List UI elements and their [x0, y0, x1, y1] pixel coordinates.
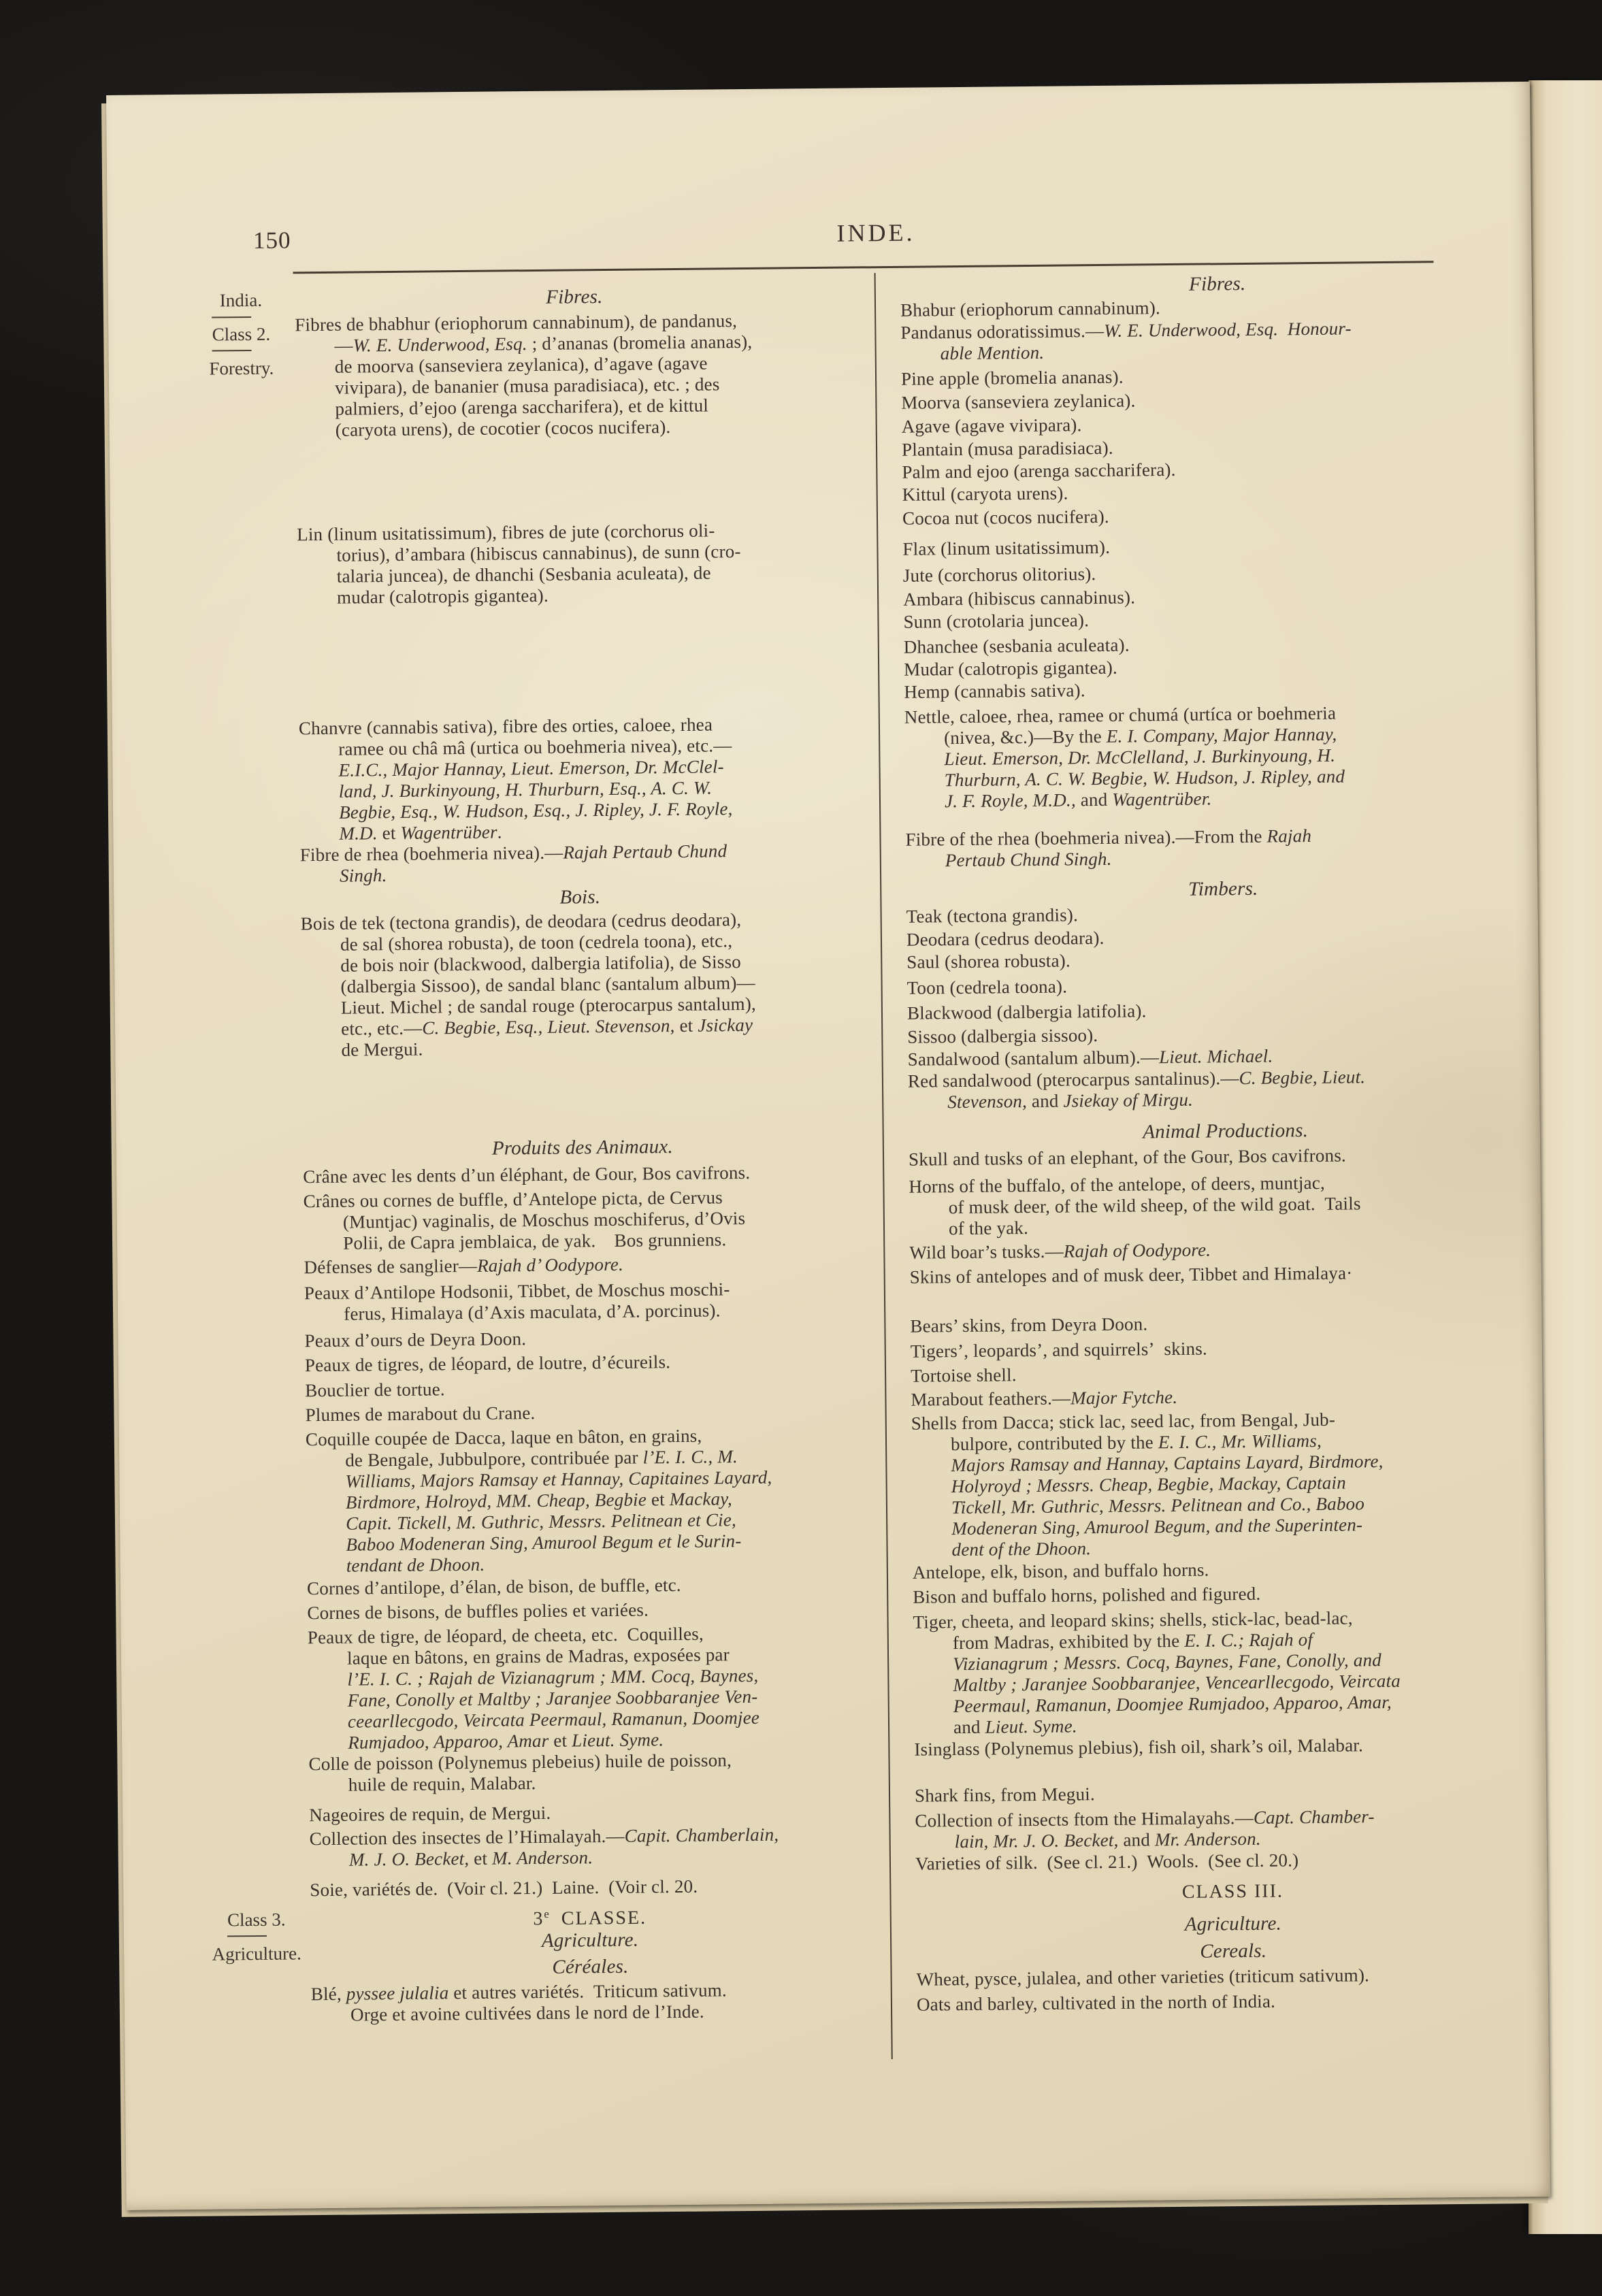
- sidenote: Agriculture.: [212, 1943, 301, 1965]
- paragraph: Bhabur (eriophorum cannabinum).: [900, 297, 1161, 321]
- section-heading: Céréales.: [552, 1955, 629, 1978]
- paragraph: Pine apple (bromelia ananas).: [900, 366, 1124, 389]
- paragraph: Isinglass (Polynemus plebius), fish oil, shark’s oil, Malabar.: [914, 1735, 1364, 1760]
- sidenote-rule: [212, 350, 252, 352]
- section-heading: 3e CLASSE.: [533, 1907, 647, 1930]
- sidenote: India.: [219, 289, 263, 311]
- paragraph: Oats and barley, cultivated in the north of India.: [916, 1990, 1276, 2015]
- paragraph: Antelope, elk, bison, and buffalo horns.: [912, 1559, 1209, 1583]
- book-page: [106, 82, 1550, 2210]
- section-heading: Agriculture.: [541, 1929, 639, 1952]
- paragraph: Kittul (caryota urens).: [902, 482, 1068, 505]
- paragraph: Dhanchee (sesbania aculeata).: [903, 634, 1130, 657]
- paragraph: Pandanus odoratissimus.—W. E. Underwood, Esq. Honour- able Mention.: [900, 318, 1352, 364]
- paragraph: Fibre of the rhea (boehmeria nivea).—From the Rajah Pertaub Chund Singh.: [905, 825, 1312, 871]
- paragraph: Tigers’, leopards’, and squirrels’ skins.: [910, 1338, 1208, 1362]
- sidenote: Forestry.: [209, 357, 274, 379]
- section-heading: Bois.: [559, 886, 601, 908]
- section-heading: Animal Productions.: [1143, 1119, 1309, 1143]
- section-heading: Fibres.: [1188, 272, 1246, 295]
- paragraph: Bois de tek (tectona grandis), de deodara (cedrus deodara), de sal (shorea robusta), de toon (cedrela toona), etc., de bois noir (blackwood, dalbergia latifolia), de Sisso (dalbergia Sissoo), de sandal blanc (santalum album)— Lieut. Michel ; de sandal rouge (pterocarpus santalum), etc., etc.—C. Begbie, Esq., Lieut. Stevenson, et Jsickay de Mergui.: [300, 909, 757, 1060]
- paragraph: Cocoa nut (cocos nucifera).: [902, 506, 1109, 529]
- paragraph: Sunn (crotolaria juncea).: [903, 610, 1090, 632]
- paragraph: Défenses de sanglier—Rajah d’ Oodypore.: [304, 1253, 624, 1278]
- paragraph: Wheat, pysce, julalea, and other varieties (triticum sativum).: [916, 1965, 1370, 1990]
- section-heading: Agriculture.: [1184, 1912, 1282, 1935]
- paragraph: Agave (agave vivipara).: [901, 414, 1082, 437]
- paragraph: Crâne avec les dents d’un éléphant, de Gour, Bos cavifrons.: [303, 1162, 751, 1187]
- paragraph: Colle de poisson (Polynemus plebeius) huile de poisson, huile de requin, Malabar.: [308, 1750, 732, 1795]
- paragraph: Shark fins, from Megui.: [914, 1784, 1096, 1806]
- paragraph: Varieties of silk. (See cl. 21.) Wools. (See cl. 20.): [915, 1850, 1299, 1874]
- paragraph: Cornes de bisons, de buffles polies et variées.: [307, 1599, 649, 1624]
- right-column-english: [898, 82, 1533, 2015]
- paragraph: Tiger, cheeta, and leopard skins; shells, stick-lac, bead-lac, from Madras, exhibited by the E. I. C.; Rajah of Vizianagrum ; Messrs. Cocq, Baynes, Fane, Conolly, and Maltby ; Jaranjee Soobbaranjee, Vencearllecgodo, Veircata Peermaul, Ramanun, Doomjee Rumjadoo, Apparoo, Amar, and Lieut. Syme.: [913, 1607, 1401, 1738]
- sidenote: Class 3.: [227, 1909, 286, 1931]
- paragraph: Crânes ou cornes de buffle, d’Antelope picta, de Cervus (Muntjac) vaginalis, de Moschus moschiferus, d’Ovis Polii, de Capra jemblaica, de yak. Bos grunniens.: [303, 1187, 746, 1253]
- paragraph: Wild boar’s tusks.—Rajah of Oodypore.: [909, 1239, 1211, 1263]
- paragraph: Deodara (cedrus deodara).: [906, 927, 1105, 950]
- paragraph: Lin (linum usitatissimum), fibres de jute (corchorus oli- torius), d’ambara (hibiscus cannabinus), de sunn (cro- talaria juncea), de dhanchi (Sesbania aculeata), de mudar (calotropis gigantea).: [297, 520, 741, 608]
- paragraph: Flax (linum usitatissimum).: [902, 536, 1111, 559]
- paragraph: Sissoo (dalbergia sissoo).: [907, 1025, 1098, 1047]
- paragraph: Peaux d’ours de Deyra Doon.: [304, 1328, 527, 1351]
- paragraph: Hemp (cannabis sativa).: [904, 680, 1085, 702]
- paragraph: Cornes d’antilope, d’élan, de bison, de buffle, etc.: [306, 1574, 681, 1599]
- paragraph: Fibre de rhea (boehmeria nivea).—Rajah Pertaub Chund Singh.: [299, 840, 728, 886]
- paragraph: Tortoise shell.: [910, 1364, 1017, 1386]
- paragraph: Marabout feathers.—Major Fytche.: [911, 1386, 1178, 1410]
- paragraph: Teak (tectona grandis).: [906, 904, 1079, 927]
- section-heading: Timbers.: [1188, 877, 1258, 900]
- sidenote-rule: [212, 316, 251, 318]
- paragraph: Horns of the buffalo, of the antelope, of deers, muntjac, of musk deer, of the wild sheep, of the wild goat. Tails of the yak.: [909, 1172, 1361, 1239]
- paragraph: Nageoires de requin, de Mergui.: [309, 1802, 551, 1826]
- paragraph: Nettle, caloee, rhea, ramee or chumá (urtíca or boehmeria (nivea, &c.)—By the E. I. Company, Major Hannay, Lieut. Emerson, Dr. McClelland, J. Burkinyoung, H. Thurburn, A. C. W. Begbie, W. Hudson, J. Ripley, and J. F. Royle, M.D., and Wagentrüber.: [904, 702, 1345, 812]
- paragraph: Coquille coupée de Dacca, laque en bâton, en grains, de Bengale, Jubbulpore, contribuée par l’E. I. C., M. Williams, Majors Ramsay et Hannay, Capitaines Layard, Birdmore, Holroyd, MM. Cheap, Begbie et Mackay, Capit. Tickell, M. Guthric, Messrs. Pelitnean et Cie, Baboo Modeneran Sing, Amurool Begum et le Surin- tendant de Dhoon.: [305, 1425, 772, 1576]
- paragraph: Peaux de tigres, de léopard, de loutre, d’écureils.: [304, 1351, 671, 1376]
- paragraph: Jute (corchorus olitorius).: [902, 563, 1096, 586]
- paragraph: Peaux d’Antilope Hodsonii, Tibbet, de Moschus moschi- ferus, Himalaya (d’Axis maculata, d’A. porcinus).: [304, 1279, 730, 1324]
- left-column-french: [293, 88, 852, 2025]
- section-heading: Cereals.: [1200, 1939, 1267, 1963]
- paragraph: Bears’ skins, from Deyra Doon.: [910, 1313, 1148, 1336]
- paragraph: Fibres de bhabhur (eriophorum cannabinum), de pandanus, —W. E. Underwood, Esq. ; d’ananas (bromelia ananas), de moorva (sanseviera zeylanica), d’agave (agave vivipara), de bananier (musa paradisiaca), etc. ; des palmiers, d’ejoo (arenga saccharifera), et de kittul (caryota urens), de cocotier (cocos nucifera).: [295, 310, 753, 440]
- paragraph: Sandalwood (santalum album).—Lieut. Michael.: [907, 1045, 1273, 1070]
- paragraph: Ambara (hibiscus cannabinus).: [903, 587, 1136, 610]
- paragraph: Bison and buffalo horns, polished and figured.: [913, 1583, 1261, 1607]
- paragraph: Moorva (sanseviera zeylanica).: [901, 390, 1136, 413]
- paragraph: Soie, variétés de. (Voir cl. 21.) Laine. (Voir cl. 20.: [310, 1875, 698, 1901]
- paragraph: Saul (shorea robusta).: [906, 950, 1071, 972]
- paragraph: Blé, pyssee julalia et autres variétés. Triticum sativum. Orge et avoine cultivées dans le nord de l’Inde.: [310, 1980, 727, 2025]
- header-rule: [293, 261, 1434, 274]
- paragraph: Palm and ejoo (arenga saccharifera).: [902, 459, 1176, 482]
- page-number: 150: [252, 227, 291, 254]
- paragraph: Plumes de marabout du Crane.: [305, 1403, 536, 1426]
- paragraph: Toon (cedrela toona).: [906, 976, 1068, 998]
- sidenote: Class 2.: [212, 323, 271, 345]
- paragraph: Collection des insectes de l’Himalayah.—Capit. Chamberlain, M. J. O. Becket, et M. Anderson.: [309, 1824, 779, 1870]
- paragraph: Plantain (musa paradisiaca).: [901, 437, 1113, 460]
- paragraph: Mudar (calotropis gigantea).: [904, 657, 1118, 680]
- paragraph: Bouclier de tortue.: [305, 1379, 445, 1401]
- paragraph: Red sandalwood (pterocarpus santalinus).—C. Begbie, Lieut. Stevenson, and Jsiekay of Mirgu.: [907, 1066, 1366, 1113]
- paragraph: Skull and tusks of an elephant, of the Gour, Bos cavifrons.: [908, 1145, 1347, 1170]
- section-heading: CLASS III.: [1181, 1880, 1284, 1903]
- paragraph: Peaux de tigre, de léopard, de cheeta, etc. Coquilles, laque en bâtons, en grains de Madras, exposées par l’E. I. C. ; Rajah de Vizianagrum ; MM. Cocq, Baynes, Fane, Conolly et Maltby ; Jaranjee Soobbaranjee Ven- ceearllecgodo, Veircata Peermaul, Ramanun, Doomjee Rumjadoo, Apparoo, Amar et Lieut. Syme.: [307, 1623, 760, 1753]
- section-heading: Produits des Animaux.: [491, 1136, 674, 1160]
- column-divider-rule: [874, 273, 893, 2059]
- sidenote-rule: [227, 1935, 267, 1937]
- paragraph: Blackwood (dalbergia latifolia).: [906, 1000, 1147, 1023]
- paragraph: Collection of insects ftom the Himalayahs.—Capt. Chamber- lain, Mr. J. O. Becket, and Mr. Anderson.: [915, 1806, 1375, 1852]
- running-head: INDE.: [836, 218, 915, 247]
- paragraph: Shells from Dacca; stick lac, seed lac, from Bengal, Jub- bulpore, contributed by the E. I. C., Mr. Williams, Majors Ramsay and Hannay, Captains Layard, Birdmore, Holyroyd ; Messrs. Cheap, Begbie, Mackay, Captain Tickell, Mr. Guthric, Messrs. Pelitnean and Co., Baboo Modeneran Sing, Amurool Begum, and the Superinten- dent of the Dhoon.: [911, 1409, 1384, 1560]
- section-heading: Fibres.: [546, 286, 603, 308]
- paragraph: Chanvre (cannabis sativa), fibre des orties, caloee, rhea ramee ou châ mâ (urtica ou boehmeria nivea), etc.— E.I.C., Major Hannay, Lieut. Emerson, Dr. McClel- land, J. Burkinyoung, H. Thurburn, Esq., A. C. W. Begbie, Esq., W. Hudson, Esq., J. Ripley, J. F. Royle, M.D. et Wagentrüber.: [298, 714, 733, 844]
- paragraph: Skins of antelopes and of musk deer, Tibbet and Himalaya·: [909, 1262, 1353, 1288]
